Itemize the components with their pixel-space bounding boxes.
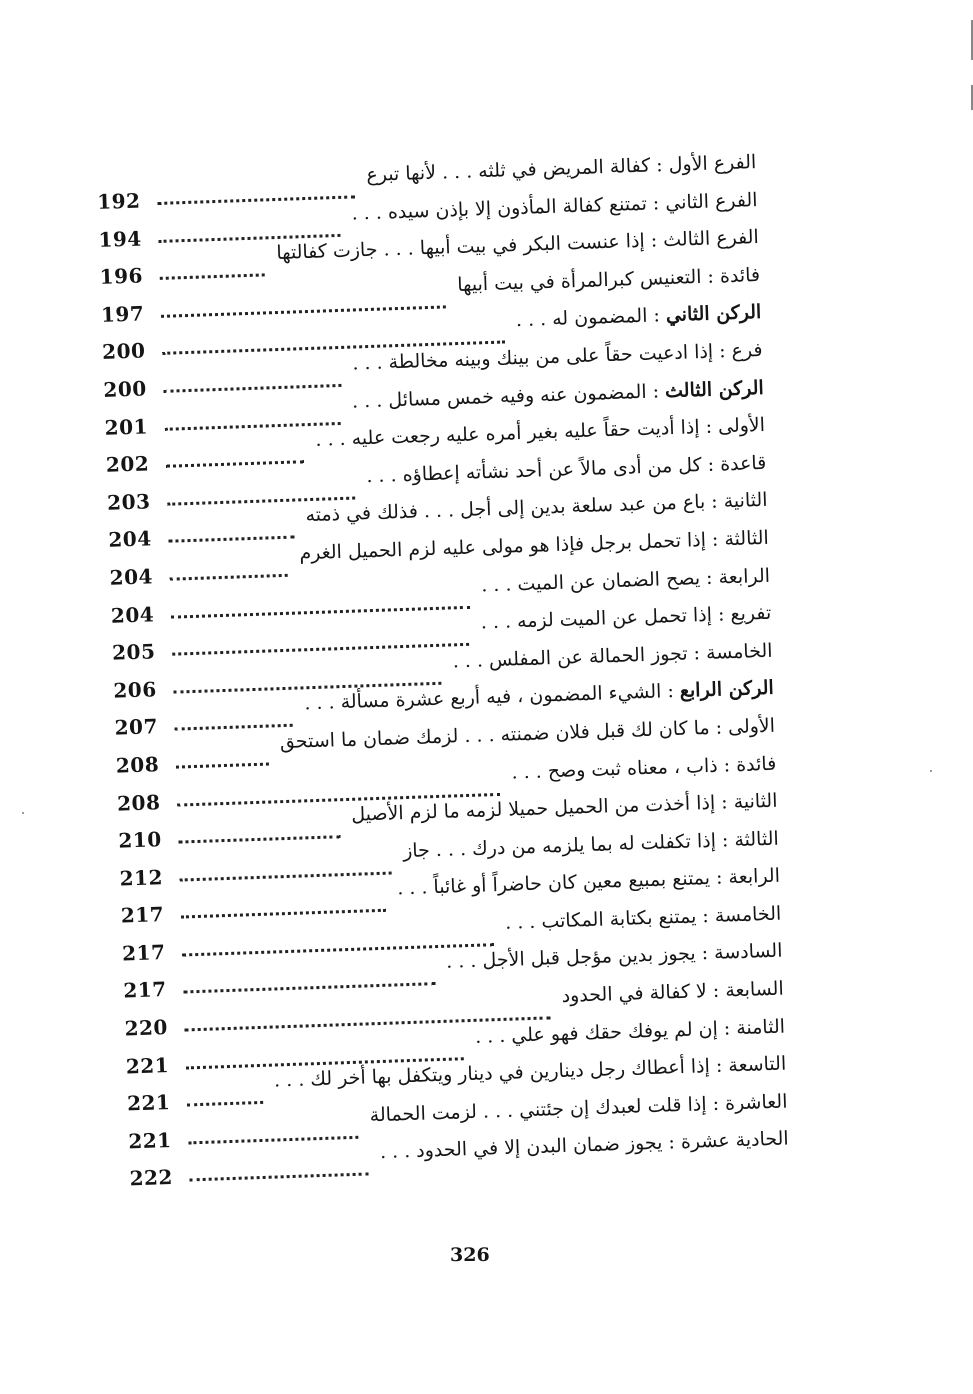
toc-entry-text: : إذا أعطاك رجل دينارين في دينار ويتكفل بها أخر لك . . . xyxy=(273,1054,729,1092)
margin-speck xyxy=(930,770,932,772)
toc-entry-title xyxy=(366,149,757,188)
toc-entry-label: الحادية عشرة xyxy=(680,1127,790,1154)
toc-entry-label: الفرع الثالث xyxy=(662,226,760,252)
toc-entry-text: : يمتنع بكتابة المكاتب . . . xyxy=(504,904,716,934)
toc-entry-text: : الشيء المضمون ، فيه أربع عشرة مسألة . . . xyxy=(304,680,681,715)
toc-page-number: 204 xyxy=(108,526,153,553)
toc-entry-label: الأولى xyxy=(717,414,766,438)
toc-entry-text: : كل من أدى مالاً عن أحد نشأته إعطاؤه . . . xyxy=(366,453,721,487)
toc-entry-label: الثانية xyxy=(733,789,778,814)
toc-entry-text: : إذا تحمل برجل فإذا هو مولى عليه لزم الحميل الغرم xyxy=(299,528,725,565)
toc-entry-text: : ما كان لك قبل فلان ضمنته . . . لزمك ضمان ما استحق xyxy=(279,716,729,754)
toc-page-number: 201 xyxy=(104,413,149,440)
toc-page-number: 221 xyxy=(125,1052,170,1079)
toc-entry-label: الرابعة xyxy=(718,564,771,589)
toc-page-number: 220 xyxy=(124,1015,169,1041)
toc-entry-text: : يمتنع بمبيع معين كان حاضراً أو غائباً . . . xyxy=(396,866,729,900)
toc-page-number: 194 xyxy=(98,226,143,252)
toc-entry-label: الخامسة xyxy=(705,639,773,664)
toc-entry-label: الثالثة xyxy=(724,526,770,551)
toc-entry-label: الرابعة xyxy=(728,864,781,889)
toc-page-number: 221 xyxy=(127,1127,172,1154)
toc-entry-label: الثالثة xyxy=(734,827,780,851)
toc-entry-label: فائدة xyxy=(719,263,761,288)
toc-entry-text: : يصح الضمان عن الميت . . . xyxy=(480,566,719,596)
toc-entry-label: الثانية xyxy=(723,489,768,513)
toc-entry-label: العاشرة xyxy=(724,1090,788,1115)
toc-page-number: 212 xyxy=(119,864,164,891)
toc-entry-label: الركن الرابع xyxy=(679,677,775,703)
toc-entry-text: : إذا أخذت من الحميل حميلا لزمه ما لزم الأصيل xyxy=(350,791,735,826)
toc-page-number: 207 xyxy=(114,714,159,740)
toc-page-number: 196 xyxy=(99,263,144,290)
toc-page-number: 204 xyxy=(110,601,155,628)
toc-entry-label: الثامنة xyxy=(735,1015,786,1039)
toc-page-number: 210 xyxy=(118,827,163,853)
toc-entry-text: : تجوز الحمالة عن المفلس . . . xyxy=(452,641,707,673)
toc-entry-text: : إن لم يوفك حقك فهو علي . . . xyxy=(474,1016,737,1048)
toc-entry-text: : كفالة المريض في ثلثه . . . لأنها تبرع xyxy=(366,153,670,186)
toc-entry-label: السابعة xyxy=(724,977,785,1002)
page-number: 326 xyxy=(450,1244,490,1266)
toc-page-number: 208 xyxy=(115,752,160,778)
toc-page-number: 208 xyxy=(116,789,161,816)
toc-page-number: 217 xyxy=(122,977,168,1003)
toc-page-number: 200 xyxy=(103,376,148,402)
toc-page-number: 200 xyxy=(101,338,146,365)
margin-speck xyxy=(22,812,24,814)
toc-entry-label: قاعدة xyxy=(719,451,767,476)
toc-entry-label: الفرع الثاني xyxy=(664,188,758,214)
toc-page-number: 204 xyxy=(109,564,154,590)
toc-entry-text: : ذاب ، معناه ثبت وصح . . . xyxy=(511,753,737,783)
toc-page-number: 202 xyxy=(105,451,150,477)
toc-page-number: 217 xyxy=(121,939,166,966)
toc-entry-text: : إذا تحمل عن الميت لزمه . . . xyxy=(480,603,731,634)
toc-page-number: 192 xyxy=(96,188,141,214)
toc-entry-label: تفريع xyxy=(730,601,772,626)
toc-entry-text: : التعنيس كبرالمرأة في بيت أبيها xyxy=(456,265,721,296)
toc-page-number: 206 xyxy=(113,676,158,703)
toc-entry-label: الفرع الأول xyxy=(668,151,757,176)
toc-page-number: 221 xyxy=(126,1090,171,1116)
toc-page-number: 205 xyxy=(111,639,156,665)
toc-entry-label: التاسعة xyxy=(727,1052,787,1077)
toc-entry-label: الخامسة xyxy=(714,902,782,927)
toc-page-number: 203 xyxy=(106,489,151,515)
table-of-contents xyxy=(96,149,790,1191)
toc-entry-text: : إذا عنست البكر في بيت أبيها . . . جازت كفالتها xyxy=(276,229,664,265)
toc-entry-label: الركن الثالث xyxy=(664,376,765,402)
toc-page-number: 222 xyxy=(129,1165,174,1191)
toc-entry-text: : باع من عبد سلعة بدين إلى أجل . . . فذلك في ذمته xyxy=(305,490,725,527)
toc-page-number: 197 xyxy=(100,301,145,327)
toc-entry-label: فرع xyxy=(731,338,763,362)
dot-leader xyxy=(190,1173,369,1182)
toc-entry-label: فائدة xyxy=(735,752,777,776)
toc-entry-text: : المضمون عنه وفيه خمس مسائل . . . xyxy=(351,379,666,413)
toc-entry-text: : يجوز بدين مؤجل قبل الأجل . . . xyxy=(445,942,715,974)
toc-entry-text: : يجوز ضمان البدن إلا في الحدود . . . xyxy=(379,1131,682,1164)
toc-entry-text: : إذا ادعيت حقاً على من بينك وبينه مخالطة . . . xyxy=(352,339,732,375)
toc-entry-text: : لا كفالة في الحدود xyxy=(561,979,726,1008)
toc-entry-label: الركن الثاني xyxy=(665,301,762,327)
toc-entry-text: : إذا تكفلت له بما يلزمه من درك . . . جاز xyxy=(402,828,735,862)
toc-entry-text: : إذا أديت حقاً عليه بغير أمره عليه رجعت عليه . . . xyxy=(315,415,719,451)
toc-page-number: 217 xyxy=(120,902,165,928)
toc-entry-label: الأولى xyxy=(727,714,776,739)
toc-entry-text: : تمتنع كفالة المأذون إلا بإذن سيده . . . xyxy=(351,191,666,225)
toc-entry-label: السادسة xyxy=(713,940,783,965)
toc-entry-text: : المضمون له . . . xyxy=(515,304,667,332)
toc-entry-text: : إذا قلت لعبدك إن جئتني . . . لزمت الحمالة xyxy=(369,1092,726,1127)
